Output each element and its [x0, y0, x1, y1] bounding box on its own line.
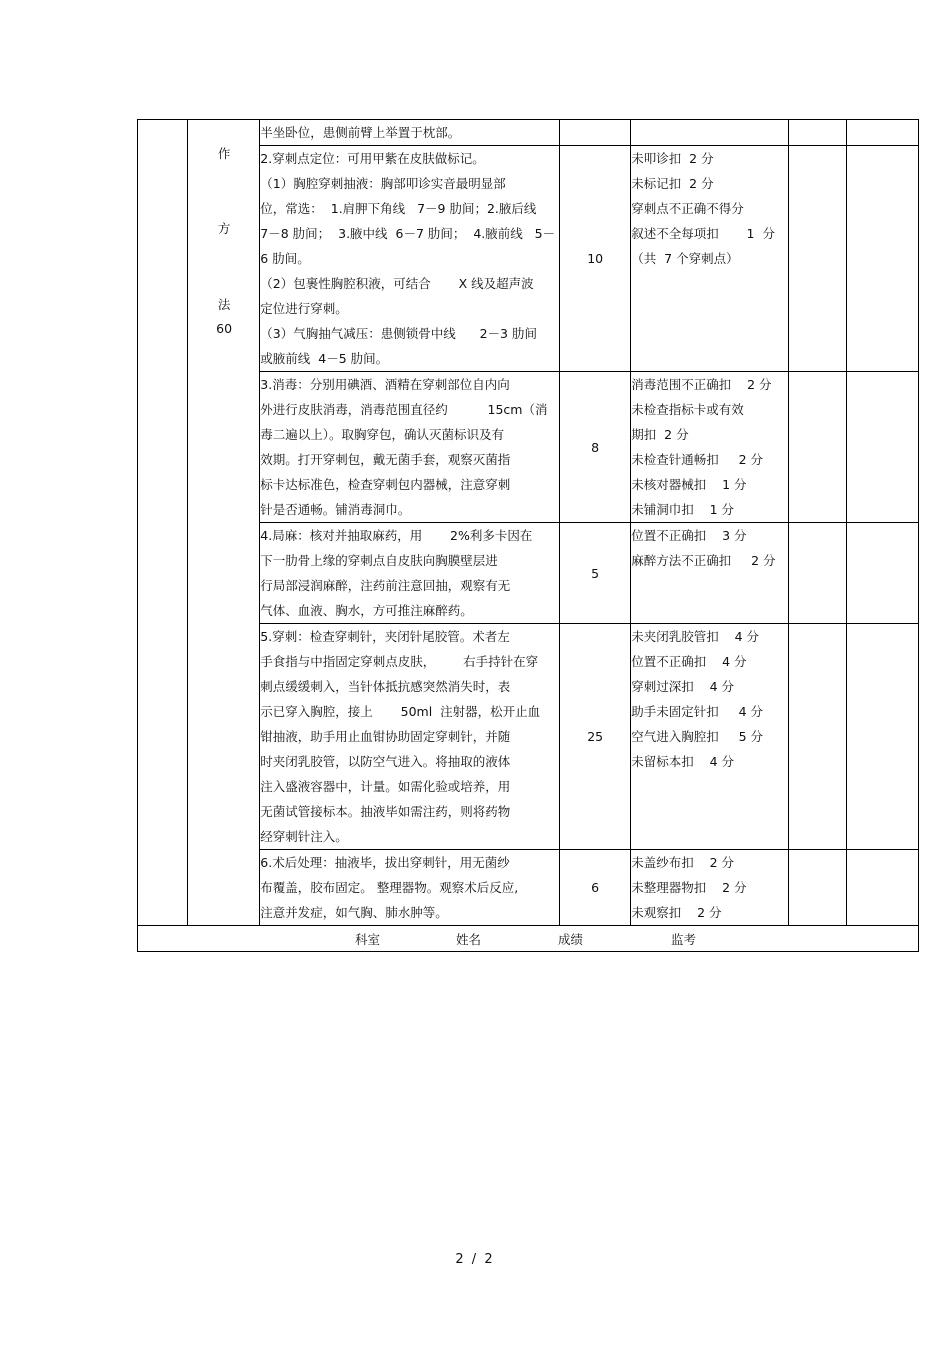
deduction-line: 未夹闭乳胶管扣 4 分	[631, 629, 760, 644]
description-line: 注意并发症，如气胸、肺水肿等。	[260, 905, 448, 920]
description-line: 针是否通畅。铺消毒洞巾。	[260, 502, 411, 517]
deduction-line: 期扣 2 分	[631, 427, 689, 442]
deduction-line: 未盖纱布扣 2 分	[631, 855, 735, 870]
description-line: 标卡达标准色，检查穿刺包内器械，注意穿刺	[260, 477, 511, 492]
step-deductions	[631, 372, 788, 523]
blank-cell	[846, 372, 918, 523]
category-char: 法	[217, 297, 231, 312]
description-line: 刺点缓缓刺入，当针体抵抗感突然消失时，表	[260, 679, 511, 694]
blank-cell	[846, 624, 918, 850]
deduction-line: 未留标本扣 4 分	[631, 754, 735, 769]
step-score: 25	[560, 624, 631, 850]
deduction-line: （共 7 个穿刺点）	[631, 251, 739, 266]
blank-cell	[846, 120, 918, 146]
blank-cell	[788, 146, 846, 372]
step-score: 8	[560, 372, 631, 523]
step-deductions	[631, 523, 788, 624]
category-char: 方	[217, 221, 231, 236]
deduction-line: 未观察扣 2 分	[631, 905, 722, 920]
step-description	[260, 120, 560, 146]
description-line: 手食指与中指固定穿刺点皮肤， 右手持针在穿	[260, 654, 539, 669]
description-line: 6 肋间。	[260, 251, 310, 266]
step-score: 10	[560, 146, 631, 372]
deduction-line: 助手未固定针扣 4 分	[631, 704, 764, 719]
description-line: 布覆盖，胶布固定。 整理器物。观察术后反应,	[260, 880, 519, 895]
description-line: 无菌试管接标本。抽液毕如需注药，则将药物	[260, 804, 511, 819]
footer-proctor-label: 监考	[671, 932, 697, 947]
footer-name-label: 姓名	[456, 932, 482, 947]
step-deductions	[631, 624, 788, 850]
step-description	[260, 146, 560, 372]
footer-department-label: 科室	[355, 932, 381, 947]
description-line: 钳抽液，助手用止血钳协助固定穿刺针，并随	[260, 729, 511, 744]
description-line: 经穿刺针注入。	[260, 829, 348, 844]
description-line: 定位进行穿刺。	[260, 301, 348, 316]
description-line: （3）气胸抽气减压：患侧锁骨中线 2－3 肋间	[260, 326, 537, 341]
scoring-table	[137, 119, 919, 952]
deduction-line: 未核对器械扣 1 分	[631, 477, 747, 492]
deduction-line: 未检查针通畅扣 2 分	[631, 452, 764, 467]
step-description	[260, 523, 560, 624]
description-line: 示已穿入胸腔，接上 50ml 注射器，松开止血	[260, 704, 541, 719]
description-line: 毒二遍以上）。取胸穿包，确认灭菌标识及有	[260, 427, 505, 442]
description-line: （2）包裹性胸腔积液，可结合 X 线及超声波	[260, 276, 534, 291]
page-number: 2 / 2	[455, 1252, 495, 1267]
category-char: 作	[217, 146, 231, 161]
deduction-line: 未标记扣 2 分	[631, 176, 714, 191]
step-description	[260, 850, 560, 926]
footer-grade-label: 成绩	[558, 932, 584, 947]
deduction-line: 未整理器物扣 2 分	[631, 880, 747, 895]
description-line: 注入盛液容器中，计量。如需化验或培养，用	[260, 779, 511, 794]
step-description	[260, 372, 560, 523]
deduction-line: 空气进入胸腔扣 5 分	[631, 729, 764, 744]
blank-cell	[846, 850, 918, 926]
description-line: 外进行皮肤消毒，消毒范围直径约 15cm（消	[260, 402, 548, 417]
description-line: 下一肋骨上缘的穿刺点自皮肤向胸膜壁层进	[260, 553, 498, 568]
deduction-line: 位置不正确扣 4 分	[631, 654, 747, 669]
blank-cell	[788, 372, 846, 523]
description-line: 效期。打开穿刺包，戴无菌手套，观察灭菌指	[260, 452, 511, 467]
footer-cell	[138, 926, 919, 952]
table-row	[138, 120, 919, 146]
deduction-line: 穿刺过深扣 4 分	[631, 679, 735, 694]
description-line: 4.局麻：核对并抽取麻药，用 2%利多卡因在	[260, 528, 533, 543]
blank-cell	[788, 624, 846, 850]
step-description	[260, 624, 560, 850]
description-line: 行局部浸润麻醉，注药前注意回抽，观察有无	[260, 578, 511, 593]
step-deductions	[631, 120, 788, 146]
blank-cell	[846, 523, 918, 624]
description-line: 7－8 肋间； 3.腋中线 6－7 肋间； 4.腋前线 5－	[260, 226, 556, 241]
description-line: 5.穿刺：检查穿刺针，夹闭针尾胶管。术者左	[260, 629, 510, 644]
description-line: （1）胸腔穿刺抽液：胸部叩诊实音最明显部	[260, 176, 506, 191]
description-line: 气体、血液、胸水，方可推注麻醉药。	[260, 603, 473, 618]
deduction-line: 位置不正确扣 3 分	[631, 528, 747, 543]
description-line: 6.术后处理：抽液毕，拔出穿刺针，用无菌纱	[260, 855, 510, 870]
blank-cell	[846, 146, 918, 372]
deduction-line: 未检查指标卡或有效	[631, 402, 744, 417]
deduction-line: 麻醉方法不正确扣 2 分	[631, 553, 776, 568]
blank-left-cell	[138, 120, 188, 926]
description-line: 或腋前线 4－5 肋间。	[260, 351, 389, 366]
blank-cell	[788, 850, 846, 926]
description-line: 3.消毒：分别用碘酒、酒精在穿刺部位自内向	[260, 377, 510, 392]
blank-cell	[788, 523, 846, 624]
step-score: 5	[560, 523, 631, 624]
deduction-line: 穿刺点不正确不得分	[631, 201, 744, 216]
category-cell	[188, 120, 260, 926]
footer-row	[138, 926, 919, 952]
description-line: 位，常选： 1.肩胛下角线 7－9 肋间；2.腋后线	[260, 201, 537, 216]
step-deductions	[631, 850, 788, 926]
step-deductions	[631, 146, 788, 372]
deduction-line: 消毒范围不正确扣 2 分	[631, 377, 772, 392]
description-line: 时夹闭乳胶管，以防空气进入。将抽取的液体	[260, 754, 511, 769]
description-line: 半坐卧位，患侧前臂上举置于枕部。	[260, 125, 461, 140]
deduction-line: 未叩诊扣 2 分	[631, 151, 714, 166]
description-line: 2.穿刺点定位：可用甲紫在皮肤做标记。	[260, 151, 485, 166]
deduction-line: 叙述不全每项扣 1 分	[631, 226, 775, 241]
step-score	[560, 120, 631, 146]
category-score: 60	[216, 321, 233, 336]
step-score: 6	[560, 850, 631, 926]
blank-cell	[788, 120, 846, 146]
deduction-line: 未铺洞巾扣 1 分	[631, 502, 735, 517]
